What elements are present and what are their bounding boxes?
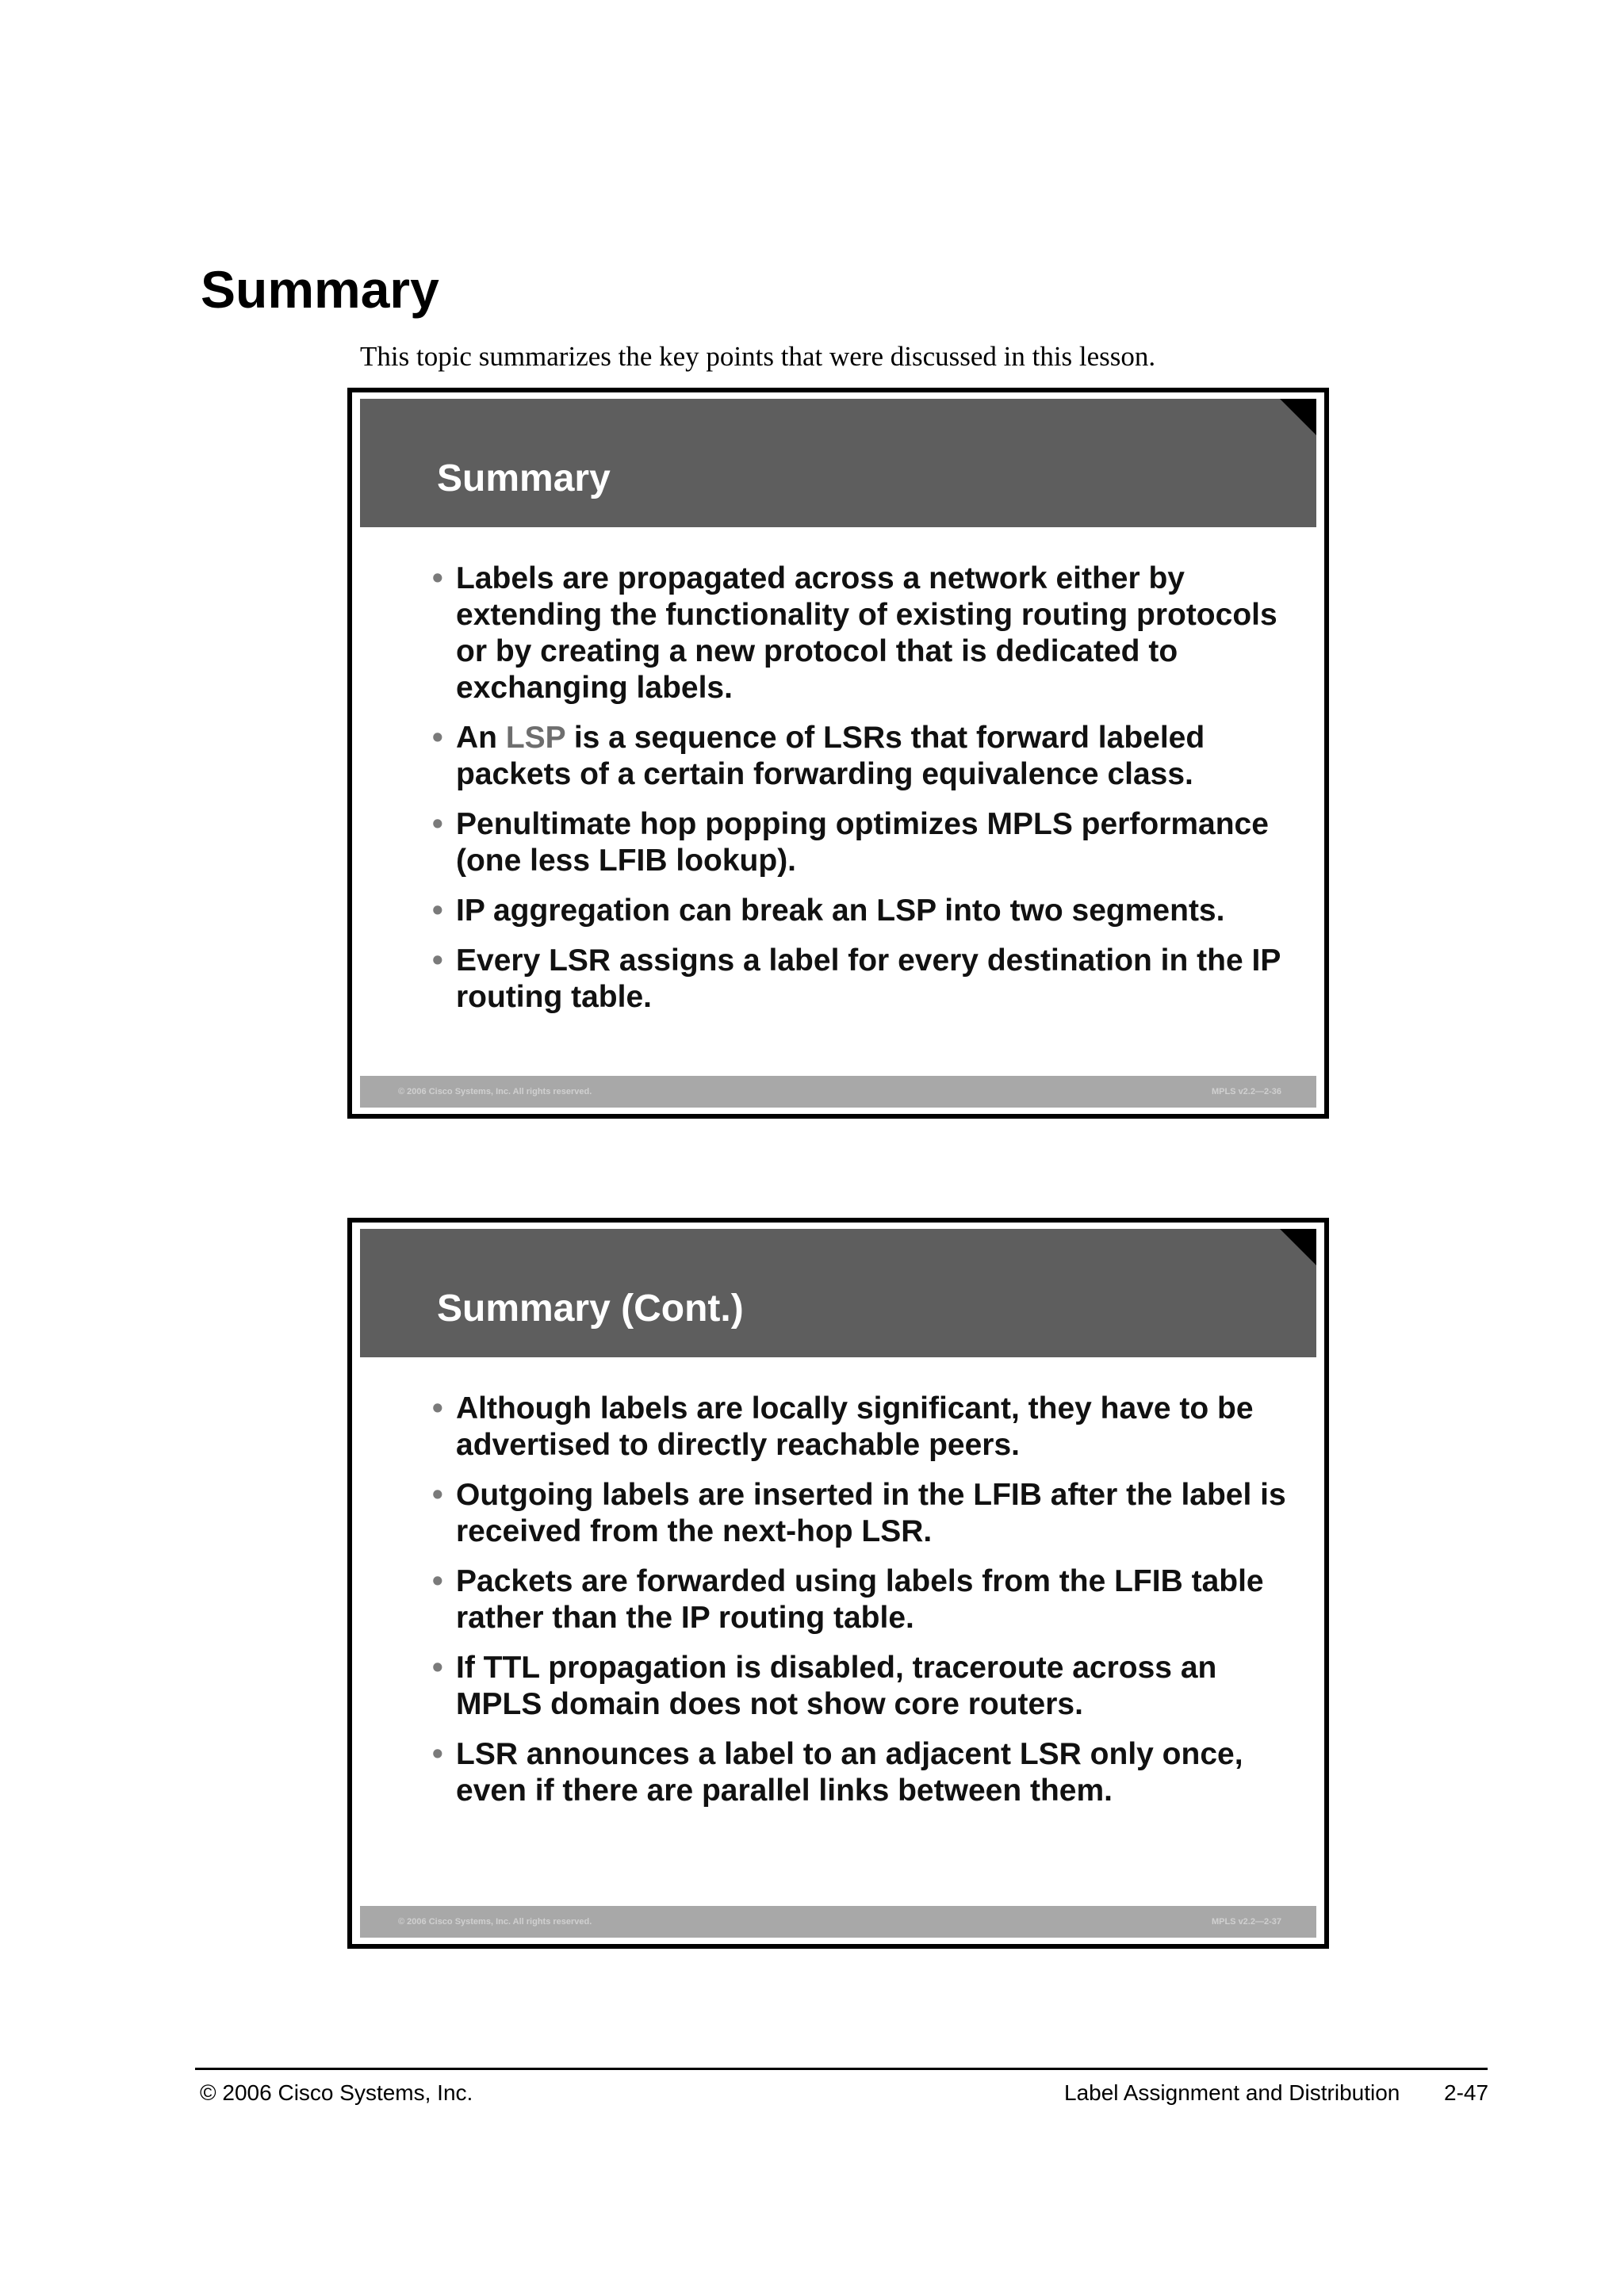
bullet-text: Although labels are locally significant, they have to be advertised to directly reachable peers. — [456, 1391, 1254, 1462]
bullet-dot-icon: • — [432, 1478, 443, 1512]
slide-title: Summary — [437, 457, 611, 499]
bullet-item — [432, 1563, 1289, 1636]
bullet-dot-icon: • — [432, 943, 443, 978]
bullet-dot-icon: • — [432, 1391, 443, 1425]
bullet-dot-icon: • — [432, 721, 443, 755]
footer-divider — [195, 2068, 1488, 2070]
bullet-text: LSR announces a label to an adjacent LSR only once, even if there are parallel links between them. — [456, 1737, 1243, 1808]
bullet-text: IP aggregation can break an LSP into two segments. — [456, 894, 1225, 928]
bullet-text-suffix: is a sequence of LSRs that forward labeled packets of a certain forwarding equivalence class. — [456, 721, 1205, 791]
corner-triangle — [1280, 1229, 1316, 1265]
slide-number: MPLS v2.2—2-36 — [1211, 1087, 1281, 1096]
bullet-list — [432, 561, 1289, 1029]
slide-title: Summary (Cont.) — [437, 1288, 744, 1330]
bullet-text: If TTL propagation is disabled, traceroute across an MPLS domain does not show core routers. — [456, 1651, 1217, 1721]
page-title: Summary — [201, 260, 439, 319]
bullet-text-prefix: An — [456, 721, 506, 755]
bullet-item — [432, 720, 1289, 793]
footer-copyright: © 2006 Cisco Systems, Inc. — [200, 2080, 473, 2105]
bullet-dot-icon: • — [432, 807, 443, 841]
bullet-text: Labels are propagated across a network either by extending the functionality of existing routing protocols or by creating a new protocol that is dedicated to exchanging labels. — [456, 561, 1277, 705]
slide-footer — [360, 1906, 1316, 1938]
bullet-text: Outgoing labels are inserted in the LFIB after the label is received from the next-hop LSR. — [456, 1478, 1286, 1548]
slide-footer — [360, 1076, 1316, 1108]
bullet-item — [432, 943, 1289, 1016]
slide-summary-cont — [347, 1218, 1329, 1949]
bullet-list — [432, 1391, 1289, 1823]
footer-page-number: 2-47 — [1444, 2080, 1489, 2105]
bullet-text: Every LSR assigns a label for every destination in the IP routing table. — [456, 943, 1281, 1014]
slide-header — [360, 399, 1316, 527]
corner-triangle — [1280, 399, 1316, 435]
slide-number: MPLS v2.2—2-37 — [1211, 1917, 1281, 1927]
slide-copyright: © 2006 Cisco Systems, Inc. All rights reserved. — [398, 1917, 592, 1927]
bullet-item — [432, 1391, 1289, 1464]
bullet-dot-icon: • — [432, 1564, 443, 1598]
bullet-dot-icon: • — [432, 1737, 443, 1771]
slide-header — [360, 1229, 1316, 1357]
bullet-dot-icon: • — [432, 561, 443, 595]
bullet-item — [432, 561, 1289, 706]
intro-text: This topic summarizes the key points that were discussed in this lesson. — [360, 341, 1156, 372]
bullet-item — [432, 893, 1289, 929]
footer-chapter-title: Label Assignment and Distribution — [1064, 2080, 1400, 2105]
slide-copyright: © 2006 Cisco Systems, Inc. All rights reserved. — [398, 1087, 592, 1096]
bullet-text: Packets are forwarded using labels from the LFIB table rather than the IP routing table. — [456, 1564, 1264, 1635]
bullet-item — [432, 1650, 1289, 1723]
bullet-item — [432, 806, 1289, 879]
bullet-dot-icon: • — [432, 1651, 443, 1685]
lsp-term: LSP — [505, 721, 565, 755]
bullet-item — [432, 1736, 1289, 1809]
bullet-text: Penultimate hop popping optimizes MPLS performance (one less LFIB lookup). — [456, 807, 1269, 878]
bullet-dot-icon: • — [432, 894, 443, 928]
slide-summary — [347, 388, 1329, 1119]
bullet-item — [432, 1477, 1289, 1550]
